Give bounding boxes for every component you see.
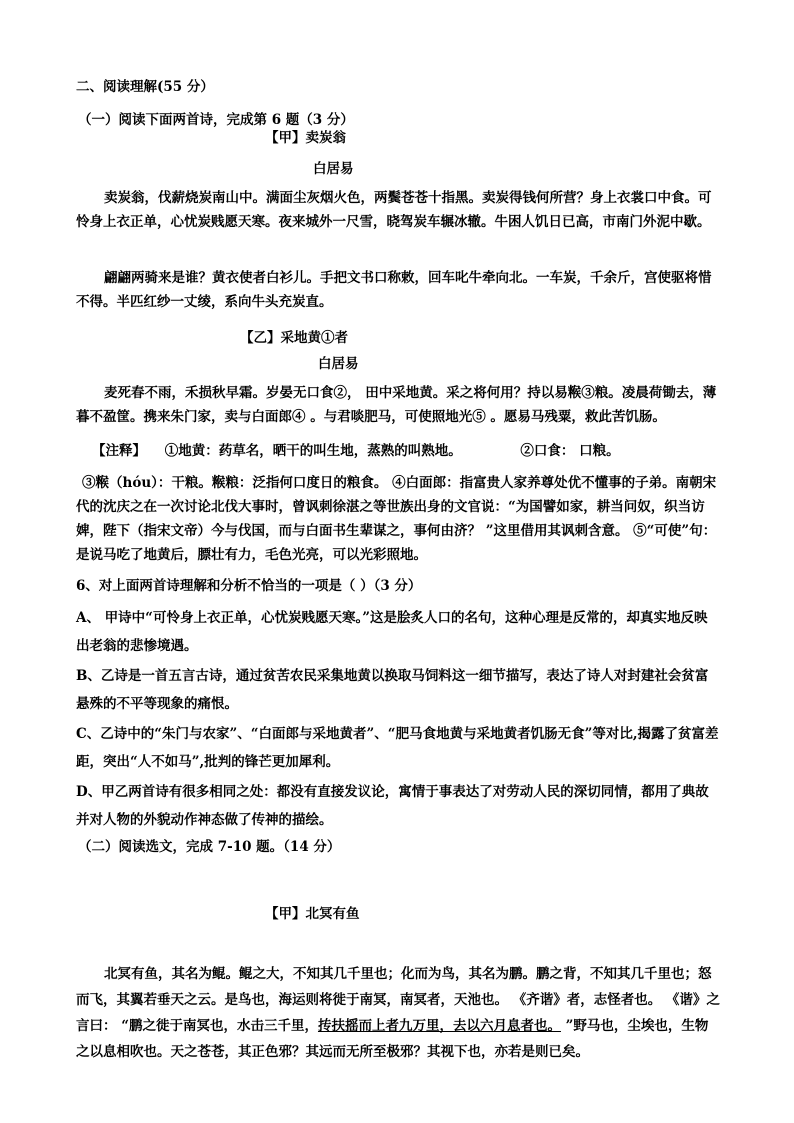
- passage-text-part1: 北冥有鱼，其名为鲲。鲲之大，不知其几千里也；化而为鸟，其名为鹏。鹏之背，不知其几千里也；怒而飞，其翼若垂天之云。是鸟也，海运则将徙于南冥，南冥者，天池也。 《齐谐》者，志怪者也。 《谐》之言曰： “鹏之徙于南冥也，水击三千里，: [76, 966, 720, 1034]
- poem-a-author: 白居易: [313, 161, 354, 177]
- note-1: ①地黄：药草名，晒干的叫生地，蒸熟的叫熟地。: [164, 443, 462, 459]
- part1-heading: （一）阅读下面两首诗，完成第 6 题（3 分）: [78, 112, 354, 128]
- question-6-stem: 6、对上面两首诗理解和分析不恰当的一项是（ ）（3 分）: [76, 578, 422, 594]
- passage-underlined-sentence: 抟扶摇而上者九万里，去以六月息者也。: [317, 1018, 561, 1034]
- poem-b-author: 白居易: [318, 356, 359, 372]
- part2-heading: （二）阅读选文，完成 7-10 题。（14 分）: [78, 839, 341, 855]
- option-b: B、乙诗是一首五言古诗，通过贫苦农民采集地黄以换取马饲料这一细节描写，表达了诗人对封建社会贫富悬殊的不平等现象的痛恨。: [76, 668, 709, 712]
- passage-text: [76, 961, 720, 1065]
- poem-a-title: 【甲】卖炭翁: [265, 130, 346, 146]
- passage-text-part2: ”野马也，尘埃也，生物之以息相吹也。天之苍苍，其正色邪？其远而无所至极邪？其视下也，亦若是则已矣。: [76, 1018, 709, 1060]
- poem-b-text: 麦死春不雨，禾损秋早霜。岁晏无口食②， 田中采地黄。采之将何用？持以易糇③粮。凌晨荷锄去，薄暮不盈筐。携来朱门家，卖与白面郎④ 。与君啖肥马，可使照地光⑤ 。愿易马残粟，救此苦饥肠。: [76, 385, 717, 425]
- notes-line: [92, 442, 620, 460]
- notes-label: 【注释】: [92, 443, 146, 459]
- section-heading: 二、阅读理解(55 分）: [76, 79, 214, 95]
- notes-rest: ③糇（hóu）：干粮。糇粮：泛指何口度日的粮食。 ④白面郎：指富贵人家养尊处优不懂事的子弟。南朝宋代的沈庆之在一次讨论北伐大事时，曾讽刺徐湛之等世族出身的文官说：“为国譬如家，耕当问奴，织当访婢，陛下（指宋文帝）今与伐国，而与白面书生辈谋之，事何由济？ ”这里借用其讽刺含意。 ⑤“可使”句：是说马吃了地黄后，膘壮有力，毛色光亮，可以光彩照地。: [76, 475, 717, 563]
- poem-a-stanza2: 翩翩两骑来是谁？黄衣使者白衫儿。手把文书口称敕，回车叱牛牵向北。一车炭，千余斤，宫使驱将惜不得。半匹红纱一丈绫，系向牛头充炭直。: [76, 270, 712, 310]
- note-2: ②口食： 口粮。: [520, 443, 620, 459]
- passage-title: 【甲】北冥有鱼: [265, 906, 360, 922]
- poem-b-title: 【乙】采地黄①者: [240, 330, 348, 346]
- option-d: D、甲乙两首诗有很多相同之处：都没有直接发议论，寓情于事表达了对劳动人民的深切同情，都用了典故并对人物的外貌动作神态做了传神的描绘。: [76, 784, 709, 828]
- poem-a-stanza1: 卖炭翁，伐薪烧炭南山中。满面尘灰烟火色，两鬓苍苍十指黑。卖炭得钱何所营？身上衣裳口中食。可怜身上衣正单，心忧炭贱愿天寒。夜来城外一尺雪，晓驾炭车辗冰辙。牛困人饥日已高，市南门外泥中歇。: [76, 190, 712, 230]
- option-a: A、 甲诗中“可怜身上衣正单，心忧炭贱愿天寒。”这是脍炙人口的名句，这种心理是反常的，却真实地反映出老翁的悲惨境遇。: [76, 610, 708, 654]
- option-c: C、乙诗中的“朱门与农家”、“白面郎与采地黄者”、“肥马食地黄与采地黄者饥肠无食”等对比,揭露了贫富差距，突出“人不如马”,批判的锋芒更加犀利。: [76, 726, 719, 770]
